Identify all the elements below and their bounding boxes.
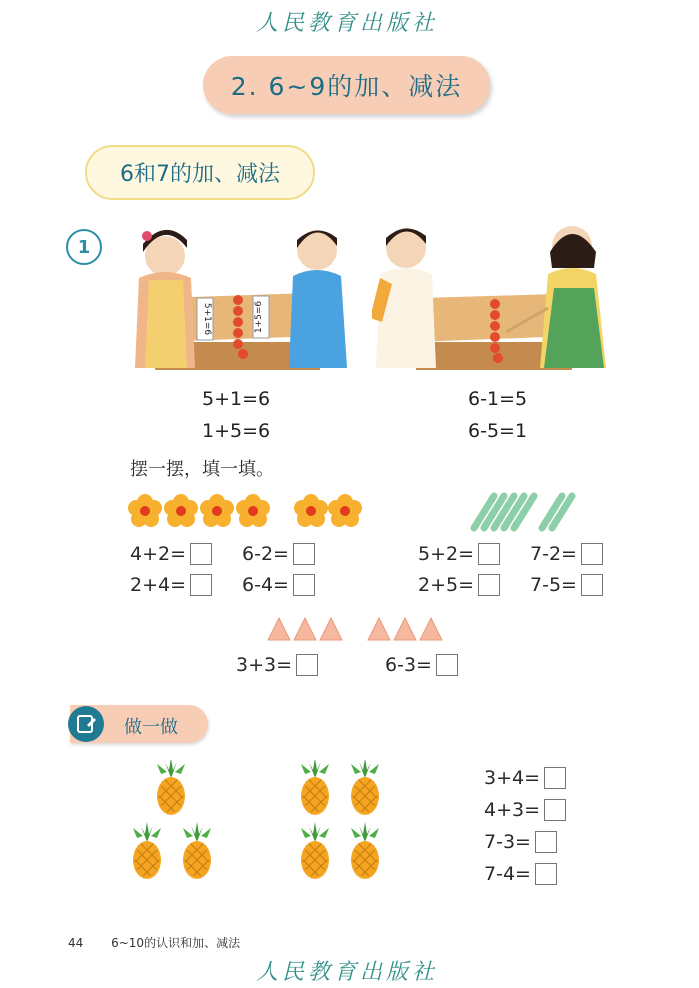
answer-box[interactable] bbox=[581, 574, 603, 596]
triangle-icon bbox=[320, 618, 342, 640]
problem-number: 1 bbox=[66, 229, 102, 265]
answer-box[interactable] bbox=[478, 543, 500, 565]
answer-box[interactable] bbox=[535, 831, 557, 853]
pineapple-equation: 7-3= bbox=[484, 831, 557, 853]
answer-box[interactable] bbox=[296, 654, 318, 676]
example-equation: 6-5=1 bbox=[468, 420, 528, 442]
card-left-text: 5+1=6 bbox=[202, 302, 212, 336]
answer-box[interactable] bbox=[478, 574, 500, 596]
triangle-icon bbox=[294, 618, 316, 640]
flower-icon bbox=[294, 494, 328, 527]
pineapple-icon bbox=[157, 760, 185, 815]
answer-box[interactable] bbox=[190, 543, 212, 565]
example-equation: 5+1=6 bbox=[202, 388, 271, 410]
flower-icon bbox=[164, 494, 198, 527]
subsection-title: 6和7的加、减法 bbox=[85, 145, 315, 200]
stick-row bbox=[468, 490, 588, 534]
triangle-icon bbox=[268, 618, 290, 640]
example-equation: 1+5=6 bbox=[202, 420, 271, 442]
flower-icon bbox=[328, 494, 362, 527]
flower-equation: 6-4= bbox=[242, 574, 315, 596]
pineapple-equation: 4+3= bbox=[484, 799, 566, 821]
answer-box[interactable] bbox=[544, 799, 566, 821]
pineapple-equation: 7-4= bbox=[484, 863, 557, 885]
answer-box[interactable] bbox=[544, 767, 566, 789]
girl-apron bbox=[544, 288, 604, 368]
pineapple-icon bbox=[183, 822, 211, 879]
hair-bow bbox=[142, 231, 152, 241]
pencil-icon bbox=[68, 706, 104, 742]
card-right-text: 1+5=6 bbox=[254, 300, 264, 334]
answer-box[interactable] bbox=[436, 654, 458, 676]
illustration-right bbox=[372, 218, 622, 373]
publisher-header: 人民教育出版社 bbox=[256, 11, 439, 36]
girl-apron bbox=[145, 280, 187, 368]
answer-box[interactable] bbox=[581, 543, 603, 565]
do-it-label: 做一做 bbox=[124, 717, 178, 738]
illustration-left bbox=[125, 218, 365, 373]
flower-icon bbox=[236, 494, 270, 527]
stick-equation: 7-5= bbox=[530, 574, 603, 596]
instruction-text: 摆一摆，填一填。 bbox=[130, 459, 274, 480]
publisher-footer: 人民教育出版社 bbox=[256, 960, 439, 985]
triangle-row bbox=[266, 614, 446, 642]
flower-equation: 6-2= bbox=[242, 543, 315, 565]
flower-equation: 2+4= bbox=[130, 574, 212, 596]
stick-equation: 5+2= bbox=[418, 543, 500, 565]
flower-row bbox=[128, 493, 368, 529]
flower-icon bbox=[200, 494, 234, 527]
triangle-icon bbox=[368, 618, 390, 640]
answer-box[interactable] bbox=[535, 863, 557, 885]
triangle-equation: 6-3= bbox=[385, 654, 458, 676]
pineapple-icon bbox=[133, 822, 161, 879]
answer-box[interactable] bbox=[293, 543, 315, 565]
pineapple-group bbox=[125, 760, 395, 885]
pineapple-equation: 3+4= bbox=[484, 767, 566, 789]
stick-equation: 2+5= bbox=[418, 574, 500, 596]
flower-equation: 4+2= bbox=[130, 543, 212, 565]
pineapple-icon bbox=[351, 822, 379, 879]
triangle-icon bbox=[420, 618, 442, 640]
example-equation: 6-1=5 bbox=[468, 388, 528, 410]
chapter-title: 6~10的认识和加、减法 bbox=[111, 936, 241, 950]
pineapple-icon bbox=[301, 760, 329, 815]
stick-equation: 7-2= bbox=[530, 543, 603, 565]
flower-icon bbox=[128, 494, 162, 527]
page-number: 44 bbox=[68, 936, 84, 950]
boy-shirt bbox=[289, 270, 347, 368]
triangle-equation: 3+3= bbox=[236, 654, 318, 676]
pineapple-icon bbox=[351, 760, 379, 815]
section-title: 2. 6~9的加、减法 bbox=[203, 56, 490, 114]
answer-box[interactable] bbox=[293, 574, 315, 596]
answer-box[interactable] bbox=[190, 574, 212, 596]
triangle-icon bbox=[394, 618, 416, 640]
pineapple-icon bbox=[301, 822, 329, 879]
page-footer bbox=[68, 934, 240, 951]
